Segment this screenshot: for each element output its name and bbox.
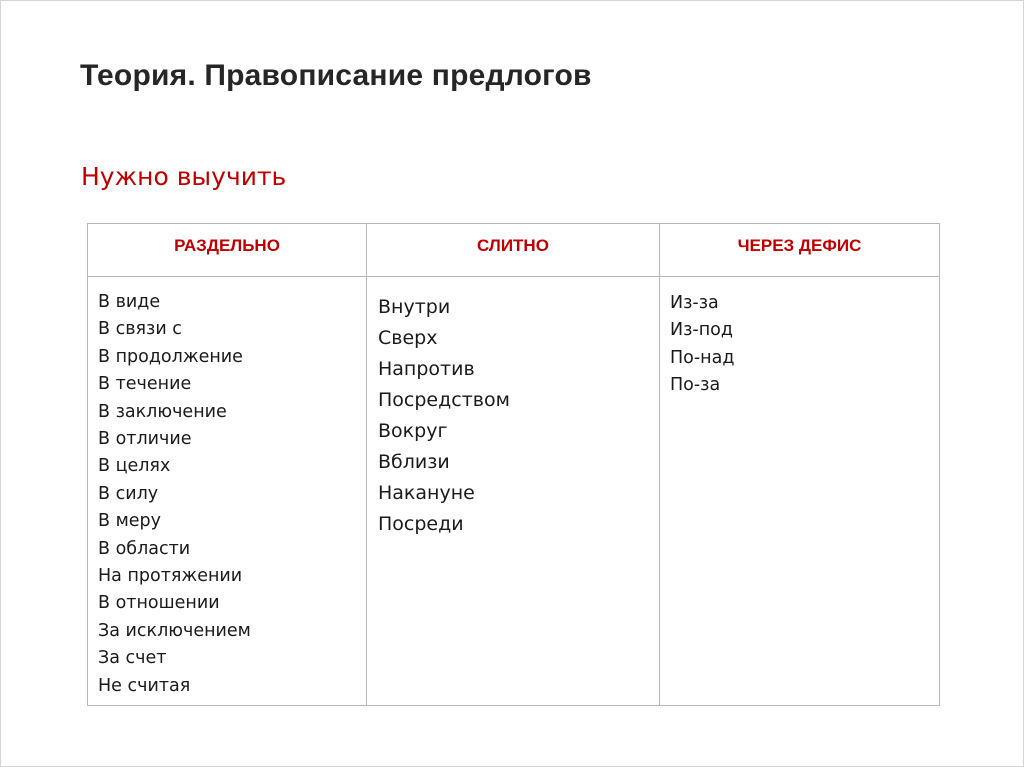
list-item: За исключением (98, 620, 251, 641)
list-item: В целях (98, 456, 171, 477)
header-joined (367, 224, 660, 277)
cell-separate (88, 277, 367, 706)
list-item: В течение (98, 374, 192, 395)
table-body-row (88, 277, 940, 706)
list-item: Из-под (670, 320, 733, 341)
list-item: Вокруг (378, 420, 448, 442)
table-header-row (88, 224, 940, 277)
slide-title: Теория. Правописание предлогов (80, 59, 592, 92)
header-hyphenated-label: ЧЕРЕЗ ДЕФИС (737, 236, 862, 255)
list-item: За счет (98, 648, 167, 669)
list-hyphenated (660, 277, 939, 400)
list-item: В отличие (98, 429, 192, 450)
list-item: В меру (98, 511, 162, 532)
list-item: Сверх (378, 327, 438, 349)
list-item: В продолжение (98, 346, 243, 367)
list-item: Не считая (98, 675, 191, 696)
list-item: В связи с (98, 319, 182, 340)
header-separate (88, 224, 367, 277)
list-item: Внутри (378, 296, 451, 318)
list-item: В силу (98, 483, 159, 504)
list-item: Посредством (378, 389, 510, 411)
list-item: Накануне (378, 482, 475, 504)
list-item: Вблизи (378, 451, 450, 473)
list-item: В виде (98, 292, 161, 312)
cell-hyphenated (660, 277, 940, 706)
header-separate-label: РАЗДЕЛЬНО (174, 236, 280, 255)
list-item: В отношении (98, 593, 220, 614)
prepositions-table (87, 223, 940, 706)
list-item: В области (98, 538, 191, 559)
list-separate (88, 277, 366, 700)
slide-subtitle: Нужно выучить (81, 162, 287, 191)
list-item: На протяжении (98, 566, 243, 587)
list-item: Напротив (378, 358, 475, 380)
header-joined-label: СЛИТНО (477, 236, 549, 255)
list-item: По-над (670, 347, 735, 368)
list-joined (367, 277, 659, 540)
header-hyphenated (660, 224, 940, 277)
cell-joined (367, 277, 660, 706)
list-item: Посреди (378, 513, 464, 535)
list-item: По-за (670, 375, 721, 396)
list-item: Из-за (670, 293, 719, 313)
list-item: В заключение (98, 401, 227, 422)
